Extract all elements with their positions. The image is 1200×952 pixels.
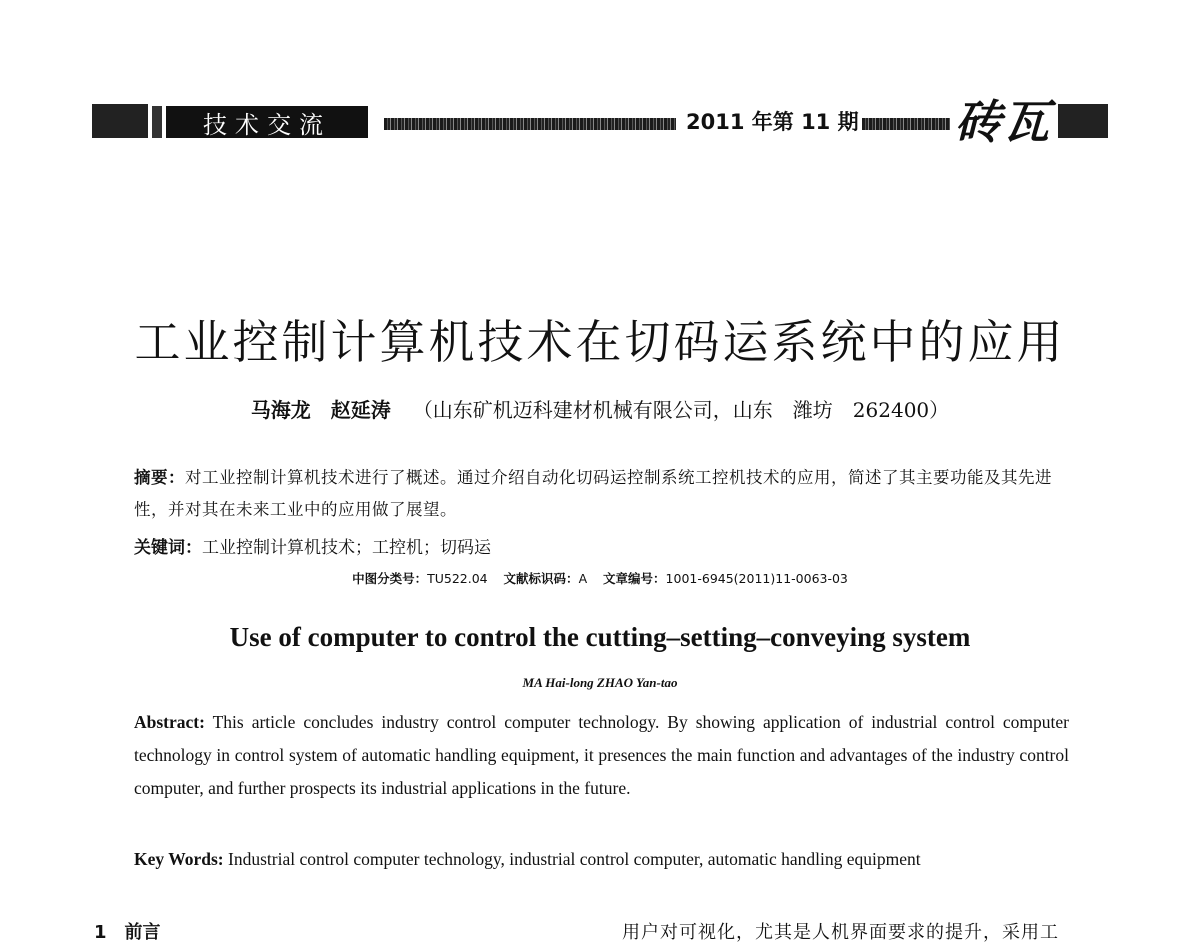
journal-logo: 砖瓦 bbox=[955, 95, 1051, 149]
header-rule-left bbox=[384, 118, 676, 130]
keywords-cn bbox=[134, 535, 1074, 561]
abstract-cn-label: 摘要： bbox=[134, 468, 185, 487]
section-heading bbox=[94, 918, 161, 944]
article-no-label: 文章编号： bbox=[603, 571, 666, 586]
keywords-cn-text: 工业控制计算机技术；工控机；切码运 bbox=[202, 538, 491, 558]
issue-number: 2011 年第 11 期 bbox=[686, 110, 859, 134]
body-text-right-column: 用户对可视化，尤其是人机界面要求的提升，采用工 bbox=[622, 922, 1059, 943]
abstract-en bbox=[134, 706, 1069, 805]
doc-code-label: 文献标识码： bbox=[503, 571, 579, 586]
article-title-en: Use of computer to control the cutting–setting–conveying system bbox=[229, 622, 971, 652]
abstract-en-text: This article concludes industry control computer technology. By showing application of industrial control computer technology in control system of automatic handling equipment, it presences the main function and advantages of the industry control computer, and further prospects its industrial applications in the future. bbox=[134, 712, 1069, 798]
abstract-en-label: Abstract: bbox=[134, 712, 205, 732]
affiliation-cn: （山东矿机迈科建材机械有限公司，山东 潍坊 262400） bbox=[412, 398, 950, 422]
keywords-cn-label: 关键词： bbox=[134, 538, 202, 558]
doc-code-value: A bbox=[578, 571, 588, 586]
keywords-en-label: Key Words: bbox=[134, 849, 224, 869]
clc-label: 中图分类号： bbox=[352, 571, 428, 586]
article-title-cn: 工业控制计算机技术在切码运系统中的应用 bbox=[134, 315, 1066, 369]
section-tag: 技术交流 bbox=[166, 106, 368, 138]
abstract-cn bbox=[134, 462, 1074, 526]
keywords-en-text: Industrial control computer technology, industrial control computer, automatic handling equipment bbox=[223, 849, 921, 869]
article-no-value: 1001-6945(2011)11-0063-03 bbox=[665, 571, 848, 586]
author-line bbox=[0, 394, 1200, 423]
classification-line bbox=[0, 569, 1200, 587]
keywords-en bbox=[134, 843, 1069, 876]
header-left-stub bbox=[152, 106, 162, 138]
header-rule-right bbox=[862, 118, 950, 130]
header-left-bracket bbox=[92, 104, 148, 138]
section-title: 前言 bbox=[124, 922, 161, 943]
abstract-cn-text: 对工业控制计算机技术进行了概述。通过介绍自动化切码运控制系统工控机技术的应用，简述了其主要功能及其先进性，并对其在未来工业中的应用做了展望。 bbox=[134, 468, 1052, 519]
authors-cn: 马海龙 赵延涛 bbox=[250, 398, 391, 422]
authors-en: MA Hai-long ZHAO Yan-tao bbox=[522, 675, 678, 690]
section-number: 1 bbox=[94, 922, 107, 943]
clc-value: TU522.04 bbox=[427, 571, 488, 586]
header-right-bracket bbox=[1058, 104, 1108, 138]
